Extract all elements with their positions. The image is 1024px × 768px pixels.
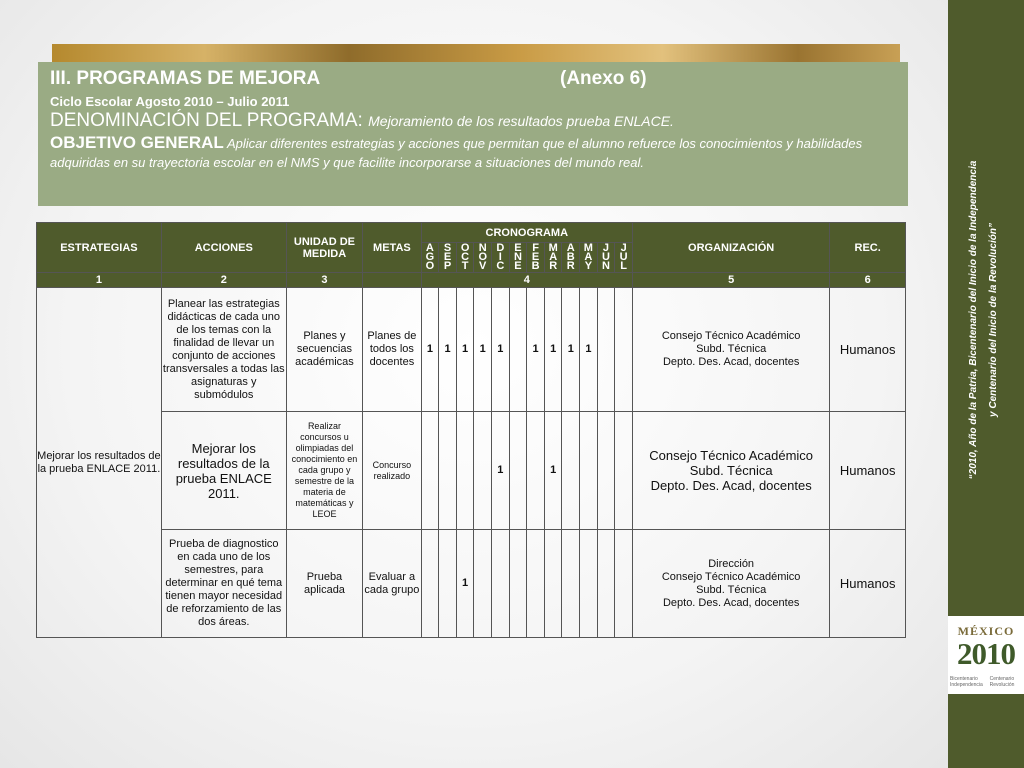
org-line: Depto. Des. Acad, docentes xyxy=(650,478,812,493)
column-number: 5 xyxy=(632,273,829,288)
header-unidad-medida: UNIDAD DE MEDIDA xyxy=(286,223,363,273)
logo-country: MÉXICO xyxy=(957,624,1015,638)
month-cell xyxy=(509,288,527,412)
logo-year: 2010 xyxy=(957,636,1015,671)
month-header: E N E xyxy=(509,243,527,273)
month-cell: 1 xyxy=(456,530,474,638)
month-cell xyxy=(597,288,615,412)
logo-foot-left: Bicentenario Independencia xyxy=(950,676,983,688)
month-cell: 1 xyxy=(474,288,492,412)
month-cell xyxy=(615,530,633,638)
header-organizacion: ORGANIZACIÓN xyxy=(632,223,829,273)
month-cell xyxy=(492,530,510,638)
month-cell xyxy=(580,530,598,638)
month-cell: 1 xyxy=(439,288,457,412)
month-cell xyxy=(615,412,633,530)
strategy-cell: Mejorar los resultados de la prueba ENLACE 2011. xyxy=(37,288,162,638)
column-number: 4 xyxy=(421,273,632,288)
goal-cell: Evaluar a cada grupo xyxy=(363,530,421,638)
denomination-value: Mejoramiento de los resultados prueba ENLACE. xyxy=(368,113,674,129)
action-cell: Planear las estrategias didácticas de cada uno de los temas con la finalidad de llevar un conjunto de acciones transversales a todas las asignaturas y submódulos xyxy=(161,288,286,412)
month-cell: 1 xyxy=(527,288,545,412)
month-cell xyxy=(421,412,439,530)
program-header xyxy=(38,62,908,206)
month-cell xyxy=(562,412,580,530)
logo-foot-right: Centenario Revolución xyxy=(989,676,1015,688)
column-number: 3 xyxy=(286,273,363,288)
month-cell xyxy=(544,530,562,638)
org-line: Dirección xyxy=(708,557,755,570)
header-photo-strip xyxy=(52,44,900,64)
month-header: F E B xyxy=(527,243,545,273)
resources-cell: Humanos xyxy=(830,530,906,638)
caption-line-1: “2010, Año de la Patria, Bicentenario del Inicio de la Independencia xyxy=(968,160,979,480)
month-cell xyxy=(509,412,527,530)
caption-line-2: y Centenario del Inicio de la Revolución” xyxy=(988,223,999,417)
month-header: N O V xyxy=(474,243,492,273)
unit-cell: Planes y secuencias académicas xyxy=(286,288,363,412)
table-row xyxy=(37,530,906,638)
month-cell: 1 xyxy=(492,288,510,412)
month-cell xyxy=(439,412,457,530)
action-cell: Mejorar los resultados de la prueba ENLACE 2011. xyxy=(161,412,286,530)
month-cell: 1 xyxy=(544,412,562,530)
school-cycle: Ciclo Escolar Agosto 2010 – Julio 2011 xyxy=(50,94,290,109)
org-line: Consejo Técnico Académico xyxy=(661,570,801,583)
column-number: 6 xyxy=(830,273,906,288)
org-line: Subd. Técnica xyxy=(696,583,767,596)
month-cell xyxy=(439,530,457,638)
column-number: 2 xyxy=(161,273,286,288)
month-cell: 1 xyxy=(580,288,598,412)
month-header: D I C xyxy=(492,243,510,273)
month-cell xyxy=(509,530,527,638)
org-line: Consejo Técnico Académico xyxy=(649,448,814,463)
month-header: S E P xyxy=(439,243,457,273)
table-row xyxy=(37,412,906,530)
organization-cell xyxy=(632,530,829,638)
objective-text: Aplicar diferentes estrategias y acciones que permitan que el alumno refuerce los conocimientos y habilidades adquiridas en su trayectoria escolar en el NMS y que facilite incorporarse a situaciones del mundo real. xyxy=(50,136,863,170)
program-denomination xyxy=(50,110,674,132)
month-cell xyxy=(456,412,474,530)
column-number: 1 xyxy=(37,273,162,288)
month-cell: 1 xyxy=(562,288,580,412)
month-header: M A Y xyxy=(580,243,598,273)
month-header: O C T xyxy=(456,243,474,273)
month-cell xyxy=(421,530,439,638)
organization-cell xyxy=(632,412,829,530)
table-row xyxy=(37,288,906,412)
denomination-label: DENOMINACIÓN DEL PROGRAMA: xyxy=(50,110,363,131)
header-metas: METAS xyxy=(363,223,421,273)
goal-cell: Planes de todos los docentes xyxy=(363,288,421,412)
month-cell: 1 xyxy=(544,288,562,412)
bicentennial-caption xyxy=(950,150,1022,490)
org-line: Depto. Des. Acad, docentes xyxy=(662,356,800,368)
program-table xyxy=(36,222,906,638)
general-objective xyxy=(50,133,900,172)
organization-cell xyxy=(632,288,829,412)
column-number-blank xyxy=(363,273,421,288)
month-cell xyxy=(527,530,545,638)
month-cell xyxy=(597,412,615,530)
month-cell xyxy=(474,412,492,530)
month-header: M A R xyxy=(544,243,562,273)
mexico-2010-logo xyxy=(948,616,1024,694)
annex-label: (Anexo 6) xyxy=(560,68,647,89)
org-line: Subd. Técnica xyxy=(696,343,767,355)
resources-cell: Humanos xyxy=(830,412,906,530)
header-rec: REC. xyxy=(830,223,906,273)
unit-cell: Prueba aplicada xyxy=(286,530,363,638)
month-header: A G O xyxy=(421,243,439,273)
month-cell: 1 xyxy=(456,288,474,412)
goal-cell: Concurso realizado xyxy=(363,412,421,530)
month-header: J U L xyxy=(615,243,633,273)
month-header: J U N xyxy=(597,243,615,273)
header-estrategias: ESTRATEGIAS xyxy=(37,223,162,273)
month-header: A B R xyxy=(562,243,580,273)
month-cell xyxy=(615,288,633,412)
org-line: Subd. Técnica xyxy=(689,463,773,478)
program-title: III. PROGRAMAS DE MEJORA xyxy=(50,68,321,89)
month-cell xyxy=(597,530,615,638)
header-cronograma: CRONOGRAMA xyxy=(421,223,632,243)
resources-cell: Humanos xyxy=(830,288,906,412)
objective-label: OBJETIVO GENERAL xyxy=(50,133,224,152)
month-cell xyxy=(527,412,545,530)
month-cell: 1 xyxy=(492,412,510,530)
org-line: Depto. Des. Acad, docentes xyxy=(662,596,800,609)
header-acciones: ACCIONES xyxy=(161,223,286,273)
month-cell xyxy=(562,530,580,638)
month-cell: 1 xyxy=(421,288,439,412)
month-cell xyxy=(580,412,598,530)
unit-cell: Realizar concursos u olimpiadas del conocimiento en cada grupo y semestre de la materia de matemáticas y LEOE xyxy=(286,412,363,530)
month-cell xyxy=(474,530,492,638)
action-cell: Prueba de diagnostico en cada uno de los semestres, para determinar en qué tema tienen mayor necesidad de reforzamiento de las dos áreas. xyxy=(161,530,286,638)
logo-footer xyxy=(950,676,1022,688)
org-line: Consejo Técnico Académico xyxy=(661,330,801,342)
